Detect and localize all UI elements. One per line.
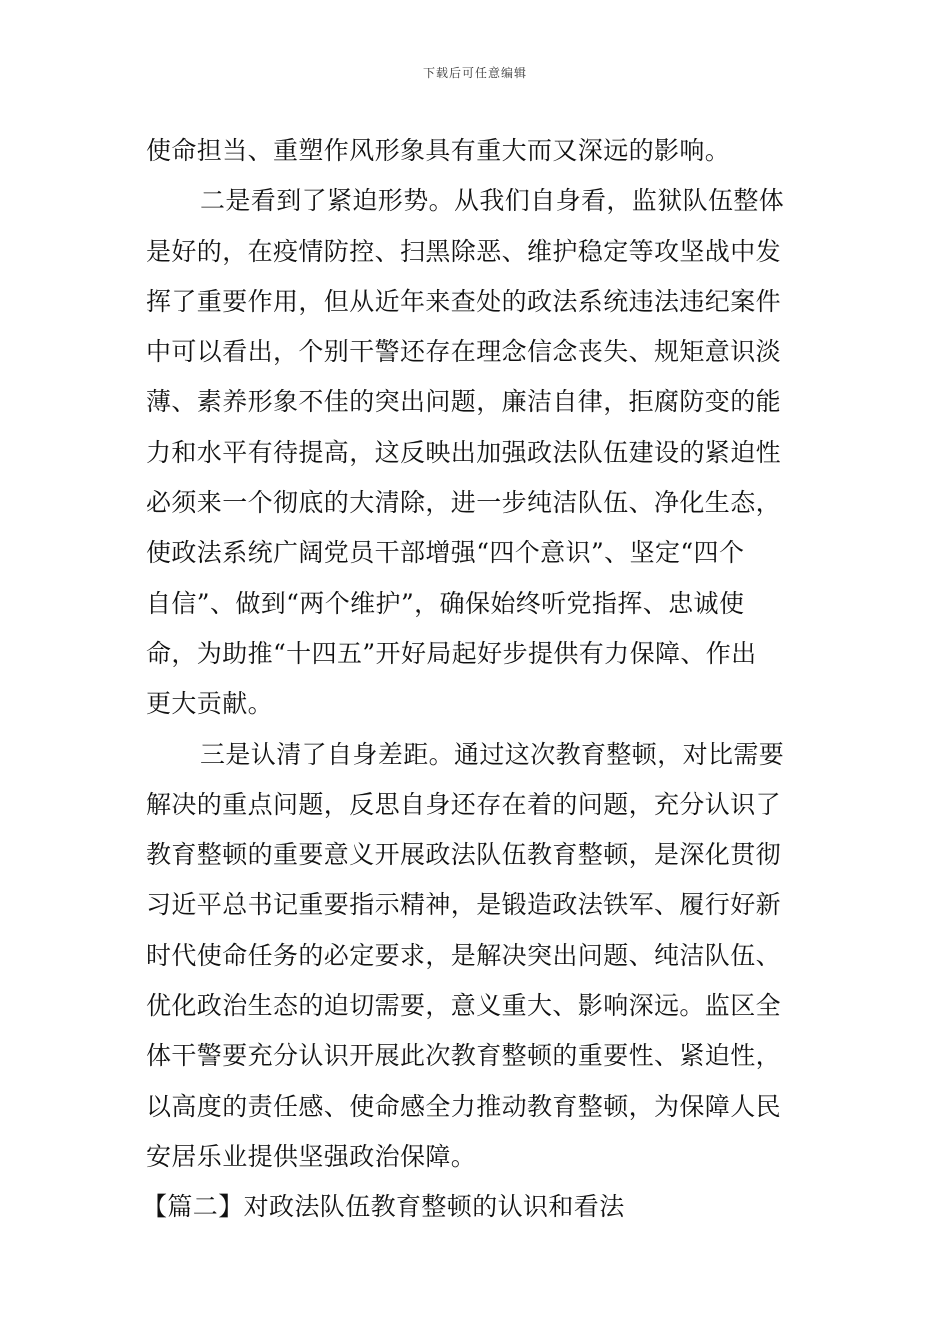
text-line: 力和水平有待提高，这反映出加强政法队伍建设的紧迫性 xyxy=(146,437,782,467)
text-line: 中可以看出，个别干警还存在理念信念丧失、规矩意识淡 xyxy=(146,337,782,367)
text-line: 时代使命任务的必定要求，是解决突出问题、纯洁队伍、 xyxy=(146,940,782,970)
text-line: 习近平总书记重要指示精神，是锻造政法铁军、履行好新 xyxy=(146,890,782,920)
text-line: 二是看到了紧迫形势。从我们自身看，监狱队伍整体 xyxy=(200,186,785,216)
document-body xyxy=(142,126,816,1233)
text-line: 三是认清了自身差距。通过这次教育整顿，对比需要 xyxy=(200,739,785,769)
text-line: 使命担当、重塑作风形象具有重大而又深远的影响。 xyxy=(146,136,731,165)
text-line: 自信”、做到“两个维护”，确保始终听党指挥、忠诚使 xyxy=(146,588,745,618)
text-line: 教育整顿的重要意义开展政法队伍教育整顿，是深化贯彻 xyxy=(146,840,782,870)
text-line: 优化政治生态的迫切需要，意义重大、影响深远。监区全 xyxy=(146,991,782,1021)
text-line: 更大贡献。 xyxy=(146,689,274,719)
text-line: 必须来一个彻底的大清除，进一步纯洁队伍、净化生态， xyxy=(146,488,782,518)
text-line: 解决的重点问题，反思自身还存在着的问题，充分认识了 xyxy=(146,789,782,819)
page-header: 下载后可任意编辑 xyxy=(422,66,527,80)
text-line: 使政法系统广阔党员干部增强“四个意识”、坚定“四个 xyxy=(146,538,745,568)
text-line: 是好的，在疫情防控、扫黑除恶、维护稳定等攻坚战中发 xyxy=(146,236,782,266)
text-line: 命，为助推“十四五”开好局起好步提供有力保障、作出 xyxy=(146,638,757,668)
text-line: 挥了重要作用，但从近年来查处的政法系统违法违纪案件 xyxy=(146,286,782,316)
text-line: 体干警要充分认识开展此次教育整顿的重要性、紧迫性， xyxy=(146,1041,782,1071)
text-line: 薄、素养形象不佳的突出问题，廉洁自律，拒腐防变的能 xyxy=(146,387,782,417)
text-line: 安居乐业提供坚强政治保障。 xyxy=(146,1141,477,1171)
section-heading: 【篇二】对政法队伍教育整顿的认识和看法 xyxy=(142,1192,625,1222)
text-line: 以高度的责任感、使命感全力推动教育整顿，为保障人民 xyxy=(146,1091,782,1121)
